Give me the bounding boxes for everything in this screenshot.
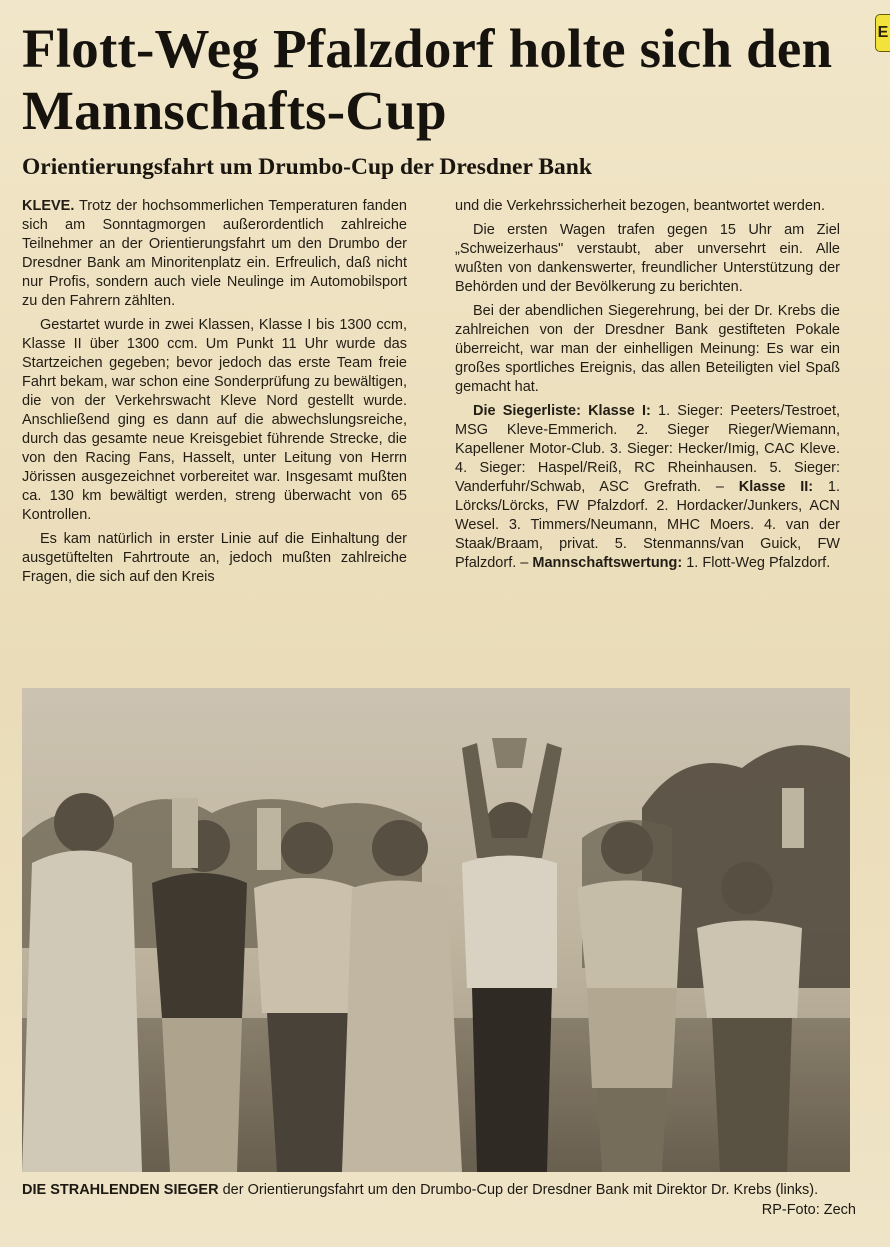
team-ranking-label: Mannschaftswertung:	[532, 555, 683, 571]
paragraph-5: Die ersten Wagen trafen gegen 15 Uhr am Ziel „Schweizerhaus" verstaubt, aber unversehrt ein. Alle wußten von dankenswerter, freundlicher Unterstützung der Behörden und der Bevölkerung zu berichten.	[455, 222, 840, 295]
dateline: KLEVE.	[22, 198, 75, 214]
winners-class-2-label: Klasse II:	[738, 479, 814, 495]
photo-caption	[22, 1180, 858, 1200]
caption-lead: DIE STRAHLENDEN SIEGER	[22, 1182, 219, 1198]
paragraph-2: Gestartet wurde in zwei Klassen, Klasse I bis 1300 ccm, Klasse II über 1300 ccm. Um Punkt 11 Uhr wurde das Startzeichen gegeben; bevor jedoch das erste Team freie Fahrt bekam, war schon eine Sonderprüfung zu bewältigen, die von der Verkehrswacht Kleve Nord gestellt wurde. Anschließend ging es dann auf die abwechslungsreiche, durch das gesamte neue Kreisgebiet führende Strecke, die von den Racing Fans, Hasselt, unter Leitung von Herrn Jörissen ausgezeichnet vorbereitet war. Insgesamt mußten ca. 130 km bewältigt werden, streng überwacht von 65 Kontrollen.	[22, 317, 407, 523]
paragraph-1-text: Trotz der hochsommerlichen Temperaturen fanden sich am Sonntagmorgen außerordentlich zahlreiche Teilnehmer an der Orientierungsfahrt um den Drumbo der Dresdner Bank am Minoritenplatz ein. Erfreulich, daß nicht nur Profis, sondern auch viele Neulinge im Automobilsport zu den Fahrern zählten.	[22, 198, 407, 309]
article-column-2	[455, 197, 840, 573]
group-photo	[22, 688, 850, 1172]
subheadline: Orientierungsfahrt um Drumbo-Cup der Dresdner Bank	[22, 154, 592, 180]
paragraph-6: Bei der abendlichen Siegerehrung, bei der Dr. Krebs die zahlreichen von der Dresdner Bank gestifteten Pokale überreicht, war man der einhelligen Meinung: Es war ein großes sportliches Ereignis, das allen Beteiligten viel Spaß gemacht hat.	[455, 303, 840, 395]
paragraph-1	[22, 197, 407, 311]
winners-list-lead: Die Siegerliste: Klasse I:	[473, 403, 651, 419]
winners-class-1: 1. Sieger: Peeters/Testroet, MSG Kleve-Emmerich. 2. Sieger Rieger/Wiemann, Kapellener Motor-Club. 3. Sieger: Hecker/Imig, CAC Kleve. 4. Sieger: Haspel/Reiß, RC Rheinhausen. 5. Sieger: Vanderfuhr/Schwab, ASC Grefrath. –	[455, 403, 841, 495]
headline: Flott-Weg Pfalzdorf holte sich den Mannschafts-Cup	[22, 18, 833, 141]
paragraph-3: Es kam natürlich in erster Linie auf die Einhaltung der ausgetüftelten Fahrtroute an, jedoch mußten zahlreiche Fragen, die sich auf den Kreis	[22, 531, 407, 585]
winners-list	[455, 402, 840, 573]
winners-class-2: 1. Lörcks/Lörcks, FW Pfalzdorf. 2. Hordacker/Junkers, ACN Wesel. 3. Timmers/Neumann, MHC Moers. 4. van der Staak/Braam, privat. 5. Stenmanns/van Guick, FW Pfalzdorf. –	[455, 479, 841, 571]
paragraph-4: und die Verkehrssicherheit bezogen, beantwortet werden.	[455, 198, 825, 214]
team-ranking: 1. Flott-Weg Pfalzdorf.	[682, 555, 831, 571]
group-photo-image	[22, 688, 850, 1172]
caption-text: der Orientierungsfahrt um den Drumbo-Cup der Dresdner Bank mit Direktor Dr. Krebs (links).	[218, 1182, 819, 1198]
edge-tab: E	[875, 14, 890, 52]
photo-credit: RP-Foto: Zech	[761, 1202, 856, 1218]
article-column-1	[22, 197, 407, 587]
